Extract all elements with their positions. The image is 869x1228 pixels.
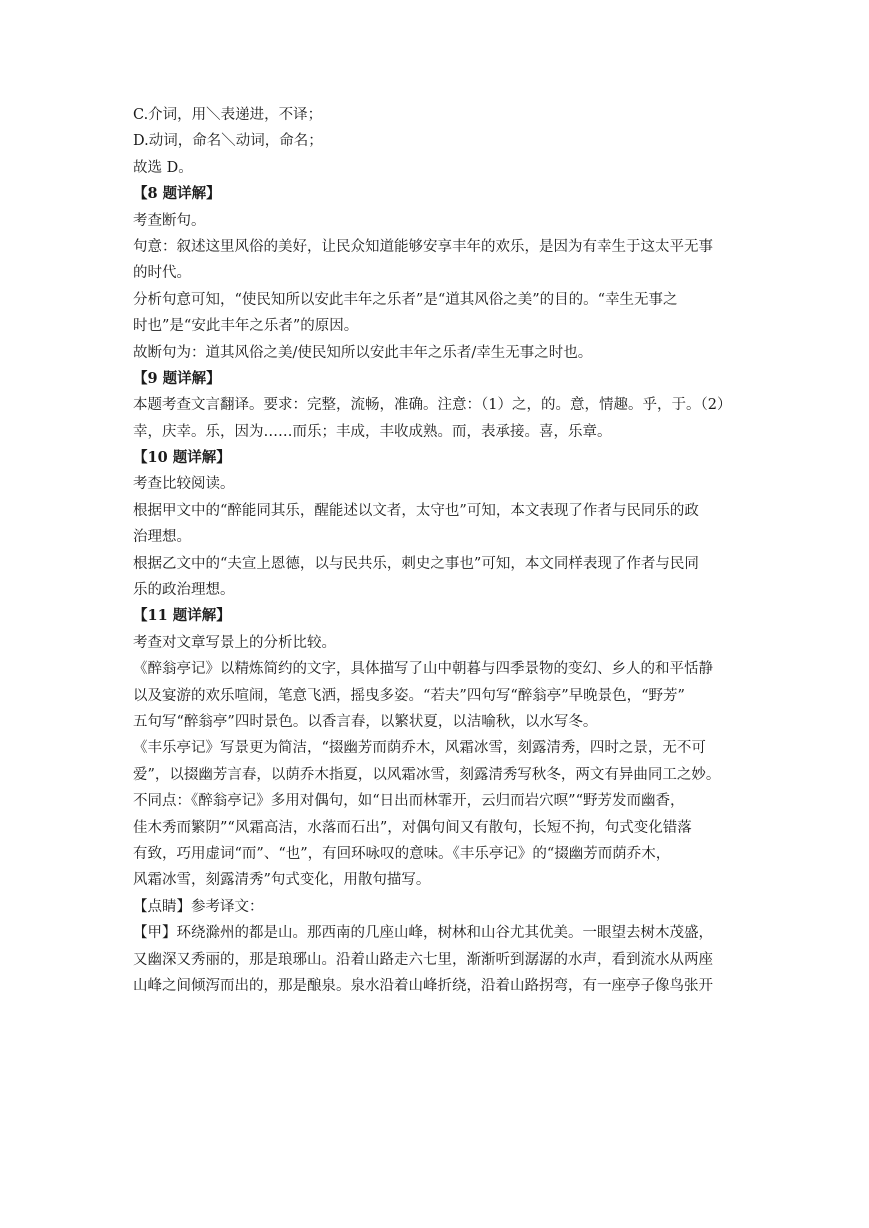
- text-line: 爱”，以掇幽芳言春，以荫乔木指夏，以风霜冰雪，刻露清秀写秋冬，两文有异曲同工之妙。: [133, 766, 721, 783]
- text-line: 风霜冰雪，刻露清秀”句式变化，用散句描写。: [133, 872, 431, 889]
- text-line: 根据乙文中的“夫宣上恩德，以与民共乐，刺史之事也”可知，本文同样表现了作者与民同: [133, 555, 699, 572]
- text-line: 【点睛】参考译文：: [133, 898, 264, 915]
- document-page: [133, 102, 743, 999]
- text-line: 故选 D。: [133, 159, 193, 176]
- section-heading: 【11 题详解】: [133, 607, 231, 625]
- text-line: 佳木秀而繁阴”“风霜高洁，水落而石出”，对偶句间又有散句，长短不拘，句式变化错落: [133, 819, 692, 836]
- text-line: 五句写“醉翁亭”四时景色。以香言春，以繁状夏，以洁喻秋，以水写冬。: [133, 713, 598, 730]
- section-heading: 【8 题详解】: [133, 185, 221, 203]
- text-line: 不同点：《醉翁亭记》多用对偶句，如“日出而林霏开，云归而岩穴暝”“野芳发而幽香，: [133, 793, 685, 810]
- text-line: D.动词，命名＼动词，命名；: [133, 133, 323, 150]
- text-line: 故断句为：道其风俗之美/使民知所以安此丰年之乐者/幸生无事之时也。: [133, 344, 593, 361]
- section-heading: 【10 题详解】: [133, 449, 231, 467]
- text-line: 乐的政治理想。: [133, 582, 235, 599]
- text-line: 【甲】环绕滁州的都是山。那西南的几座山峰，树林和山谷尤其优美。一眼望去树木茂盛，: [133, 925, 713, 942]
- section-heading: 【9 题详解】: [133, 369, 221, 387]
- text-line: 考查断句。: [133, 212, 206, 229]
- text-line: 句意：叙述这里风俗的美好，让民众知道能够安享丰年的欢乐，是因为有幸生于这太平无事: [133, 238, 713, 255]
- text-line: 分析句意可知，“使民知所以安此丰年之乐者”是“道其风俗之美”的目的。“幸生无事之: [133, 291, 678, 308]
- text-line: 又幽深又秀丽的，那是琅琊山。沿着山路走六七里，渐渐听到潺潺的水声，看到流水从两座: [133, 951, 713, 968]
- text-line: 考查比较阅读。: [133, 476, 235, 493]
- text-line: 的时代。: [133, 265, 191, 282]
- text-line: 幸，庆幸。乐，因为……而乐；丰成，丰收成熟。而，表承接。喜，乐章。: [133, 423, 612, 440]
- text-line: 根据甲文中的“醉能同其乐，醒能述以文者，太守也”可知，本文表现了作者与民同乐的政: [133, 502, 699, 519]
- text-line: 时也”是“安此丰年之乐者”的原因。: [133, 318, 359, 335]
- text-line: 治理想。: [133, 529, 191, 546]
- text-line: 《醉翁亭记》以精炼简约的文字，具体描写了山中朝暮与四季景物的变幻、乡人的和平恬静: [133, 661, 713, 678]
- text-line: 以及宴游的欢乐喧闹，笔意飞洒，摇曳多姿。“若夫”四句写“醉翁亭”早晚景色，“野芳”: [133, 687, 685, 704]
- text-line: 山峰之间倾泻而出的，那是酿泉。泉水沿着山峰折绕，沿着山路拐弯，有一座亭子像鸟张开: [133, 977, 713, 994]
- text-line: 有致，巧用虚词“而”、“也”，有回环咏叹的意味。《丰乐亭记》的“掇幽芳而荫乔木，: [133, 845, 671, 862]
- text-line: 《丰乐亭记》写景更为简洁，“掇幽芳而荫乔木，风霜冰雪，刻露清秀，四时之景，无不可: [133, 740, 706, 757]
- text-line: C.介词，用＼表递进，不译；: [133, 107, 323, 123]
- text-line: 考查对文章写景上的分析比较。: [133, 634, 336, 651]
- text-line: 本题考查文言翻译。要求：完整，流畅，准确。注意：（1）之，的。意，情趣。乎，于。（2）: [133, 397, 732, 414]
